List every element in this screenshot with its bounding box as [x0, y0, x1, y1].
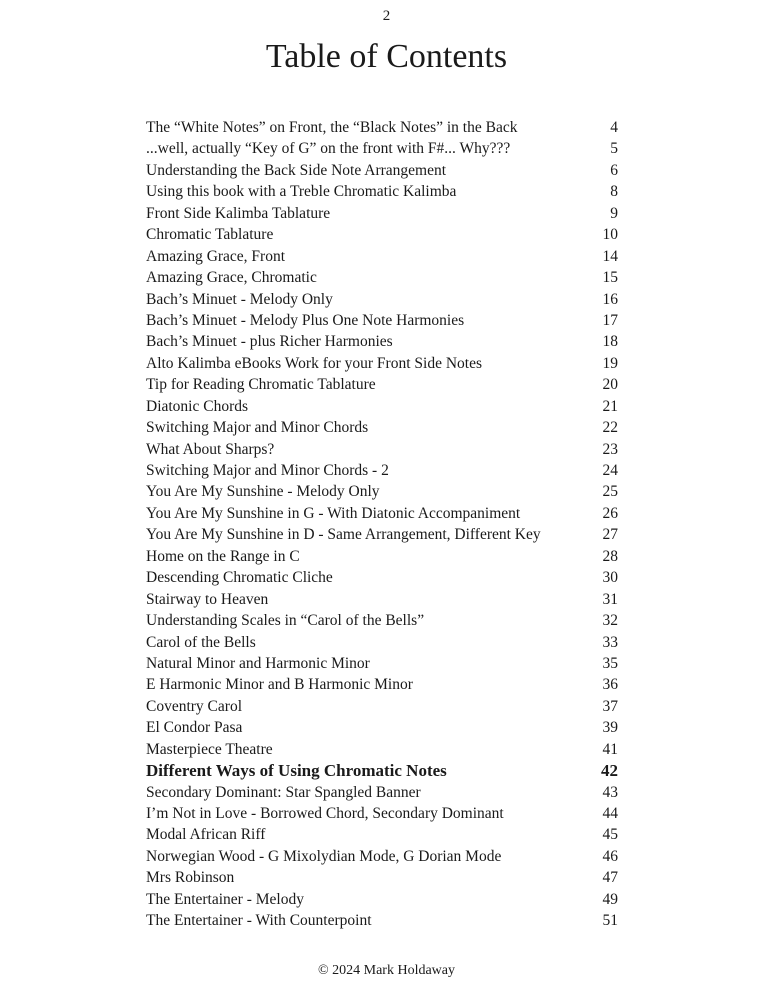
- toc-entry-page-number: 25: [602, 483, 618, 501]
- toc-entry: [146, 739, 618, 760]
- toc-entry: [146, 610, 618, 631]
- toc-entry-page-number: 4: [610, 119, 618, 136]
- toc-entry: [146, 867, 618, 888]
- toc-entry-title: Mrs Robinson: [146, 869, 235, 887]
- toc-entry: [146, 696, 618, 717]
- toc-entry: [146, 632, 618, 653]
- toc-entry: [146, 846, 618, 867]
- toc-entry: [146, 160, 618, 181]
- toc-entry-page-number: 23: [602, 440, 618, 458]
- toc-entry-title: The “White Notes” on Front, the “Black Notes” in the Back: [146, 119, 518, 136]
- toc-entry-title: Bach’s Minuet - Melody Only: [146, 290, 333, 308]
- toc-entry-page-number: 41: [602, 740, 618, 758]
- toc-entry-page-number: 45: [602, 826, 618, 844]
- toc-entry: [146, 824, 618, 845]
- toc-entry-title: You Are My Sunshine - Melody Only: [146, 483, 380, 501]
- toc-entry-page-number: 46: [602, 847, 618, 865]
- toc-entry-title: Understanding the Back Side Note Arrangement: [146, 161, 447, 179]
- toc-entry: [146, 910, 618, 931]
- toc-entry-title: Understanding Scales in “Carol of the Bells”: [146, 612, 425, 630]
- toc-entry: [146, 267, 618, 288]
- toc-entry-title: Amazing Grace, Chromatic: [146, 269, 317, 287]
- toc-entry-page-number: 36: [602, 676, 618, 694]
- toc-entry: [146, 653, 618, 674]
- toc-entry-title: Bach’s Minuet - plus Richer Harmonies: [146, 333, 393, 351]
- toc-entry-title: Descending Chromatic Cliche: [146, 569, 333, 587]
- toc-entry-page-number: 14: [602, 247, 618, 265]
- toc-entry: [146, 589, 618, 610]
- toc-entry-title: You Are My Sunshine in G - With Diatonic Accompaniment: [146, 504, 521, 522]
- toc-entry: [146, 567, 618, 588]
- toc-entry: [146, 782, 618, 803]
- toc-entry-title: Diatonic Chords: [146, 397, 249, 415]
- page-title: Table of Contents: [265, 38, 508, 75]
- toc-entry-page-number: 18: [602, 333, 618, 351]
- toc-entry-page-number: 33: [602, 633, 618, 651]
- toc-entry-title: What About Sharps?: [146, 440, 275, 458]
- toc-entry: [146, 181, 618, 202]
- copyright-footer: © 2024 Mark Holdaway: [318, 963, 455, 978]
- table-of-contents: [146, 117, 618, 932]
- toc-entry-page-number: 24: [602, 462, 618, 479]
- toc-entry-title: Chromatic Tablature: [146, 226, 274, 244]
- toc-entry-page-number: 31: [602, 590, 618, 608]
- toc-entry-page-number: 8: [610, 183, 618, 201]
- toc-entry-page-number: 9: [610, 204, 618, 222]
- toc-entry: [146, 503, 618, 524]
- toc-entry-title: Secondary Dominant: Star Spangled Banner: [146, 783, 421, 801]
- toc-entry-page-number: 16: [602, 290, 618, 308]
- toc-entry-title: The Entertainer - With Counterpoint: [146, 912, 372, 930]
- toc-entry-title: Natural Minor and Harmonic Minor: [146, 654, 370, 672]
- toc-entry-page-number: 39: [602, 719, 618, 737]
- toc-entry: [146, 417, 618, 438]
- toc-entry-page-number: 32: [602, 612, 618, 630]
- toc-entry-title: Switching Major and Minor Chords: [146, 419, 369, 437]
- toc-entry-page-number: 26: [602, 504, 618, 522]
- toc-entry-title: Using this book with a Treble Chromatic Kalimba: [146, 183, 457, 201]
- toc-entry-title: Modal African Riff: [146, 826, 266, 844]
- toc-entry-title: Masterpiece Theatre: [146, 740, 273, 758]
- toc-entry-title: Amazing Grace, Front: [146, 247, 286, 265]
- toc-entry-title: Carol of the Bells: [146, 633, 256, 651]
- toc-entry: [146, 439, 618, 460]
- toc-entry-page-number: 5: [610, 140, 618, 158]
- toc-entry-title: Different Ways of Using Chromatic Notes: [146, 761, 447, 781]
- toc-entry-page-number: 28: [602, 547, 618, 565]
- toc-entry-page-number: 6: [610, 161, 618, 179]
- toc-entry-page-number: 47: [602, 869, 618, 887]
- toc-entry: [146, 117, 618, 138]
- toc-entry: [146, 460, 618, 481]
- toc-entry-page-number: 19: [602, 354, 618, 372]
- toc-entry-page-number: 20: [602, 376, 618, 394]
- toc-entry-title: Switching Major and Minor Chords - 2: [146, 462, 389, 479]
- toc-entry-title: Bach’s Minuet - Melody Plus One Note Harmonies: [146, 311, 465, 329]
- toc-entry-title: Coventry Carol: [146, 697, 242, 715]
- toc-entry: [146, 889, 618, 910]
- toc-entry: [146, 310, 618, 331]
- toc-entry-page-number: 44: [602, 805, 618, 822]
- toc-entry: [146, 803, 618, 824]
- toc-entry-page-number: 22: [602, 419, 618, 437]
- toc-entry-title: You Are My Sunshine in D - Same Arrangement, Different Key: [146, 526, 541, 544]
- toc-entry-page-number: 17: [602, 311, 618, 329]
- toc-entry-title: ...well, actually “Key of G” on the front with F#... Why???: [146, 140, 511, 158]
- toc-entry: [146, 374, 618, 395]
- toc-entry-title: The Entertainer - Melody: [146, 890, 304, 908]
- toc-entry-page-number: 43: [602, 783, 618, 801]
- toc-entry-page-number: 30: [602, 569, 618, 587]
- toc-entry-title: Stairway to Heaven: [146, 590, 269, 608]
- toc-entry-title: Norwegian Wood - G Mixolydian Mode, G Dorian Mode: [146, 847, 502, 865]
- toc-entry-page-number: 49: [602, 890, 618, 908]
- toc-entry: [146, 203, 618, 224]
- toc-entry-title: El Condor Pasa: [146, 719, 243, 737]
- toc-entry: [146, 524, 618, 545]
- toc-entry: [146, 481, 618, 502]
- toc-entry: [146, 289, 618, 310]
- toc-entry-page-number: 37: [602, 697, 618, 715]
- toc-entry-page-number: 42: [601, 761, 618, 781]
- toc-entry-title: I’m Not in Love - Borrowed Chord, Secondary Dominant: [146, 805, 504, 822]
- toc-entry: [146, 246, 618, 267]
- toc-entry: [146, 760, 618, 781]
- toc-entry: [146, 138, 618, 159]
- toc-entry: [146, 674, 618, 695]
- toc-entry-page-number: 51: [602, 912, 618, 930]
- toc-entry-title: E Harmonic Minor and B Harmonic Minor: [146, 676, 413, 694]
- toc-entry-page-number: 15: [602, 269, 618, 287]
- toc-entry-title: Home on the Range in C: [146, 547, 300, 565]
- toc-entry-page-number: 35: [602, 654, 618, 672]
- toc-entry-title: Tip for Reading Chromatic Tablature: [146, 376, 376, 394]
- toc-entry: [146, 396, 618, 417]
- page-number: 2: [382, 8, 391, 24]
- toc-entry: [146, 224, 618, 245]
- toc-entry-page-number: 21: [602, 397, 618, 415]
- toc-entry: [146, 546, 618, 567]
- toc-entry-page-number: 10: [602, 226, 618, 244]
- toc-entry: [146, 717, 618, 738]
- toc-entry-title: Front Side Kalimba Tablature: [146, 204, 331, 222]
- toc-entry: [146, 353, 618, 374]
- toc-entry: [146, 331, 618, 352]
- toc-entry-title: Alto Kalimba eBooks Work for your Front Side Notes: [146, 354, 482, 372]
- toc-entry-page-number: 27: [602, 526, 618, 544]
